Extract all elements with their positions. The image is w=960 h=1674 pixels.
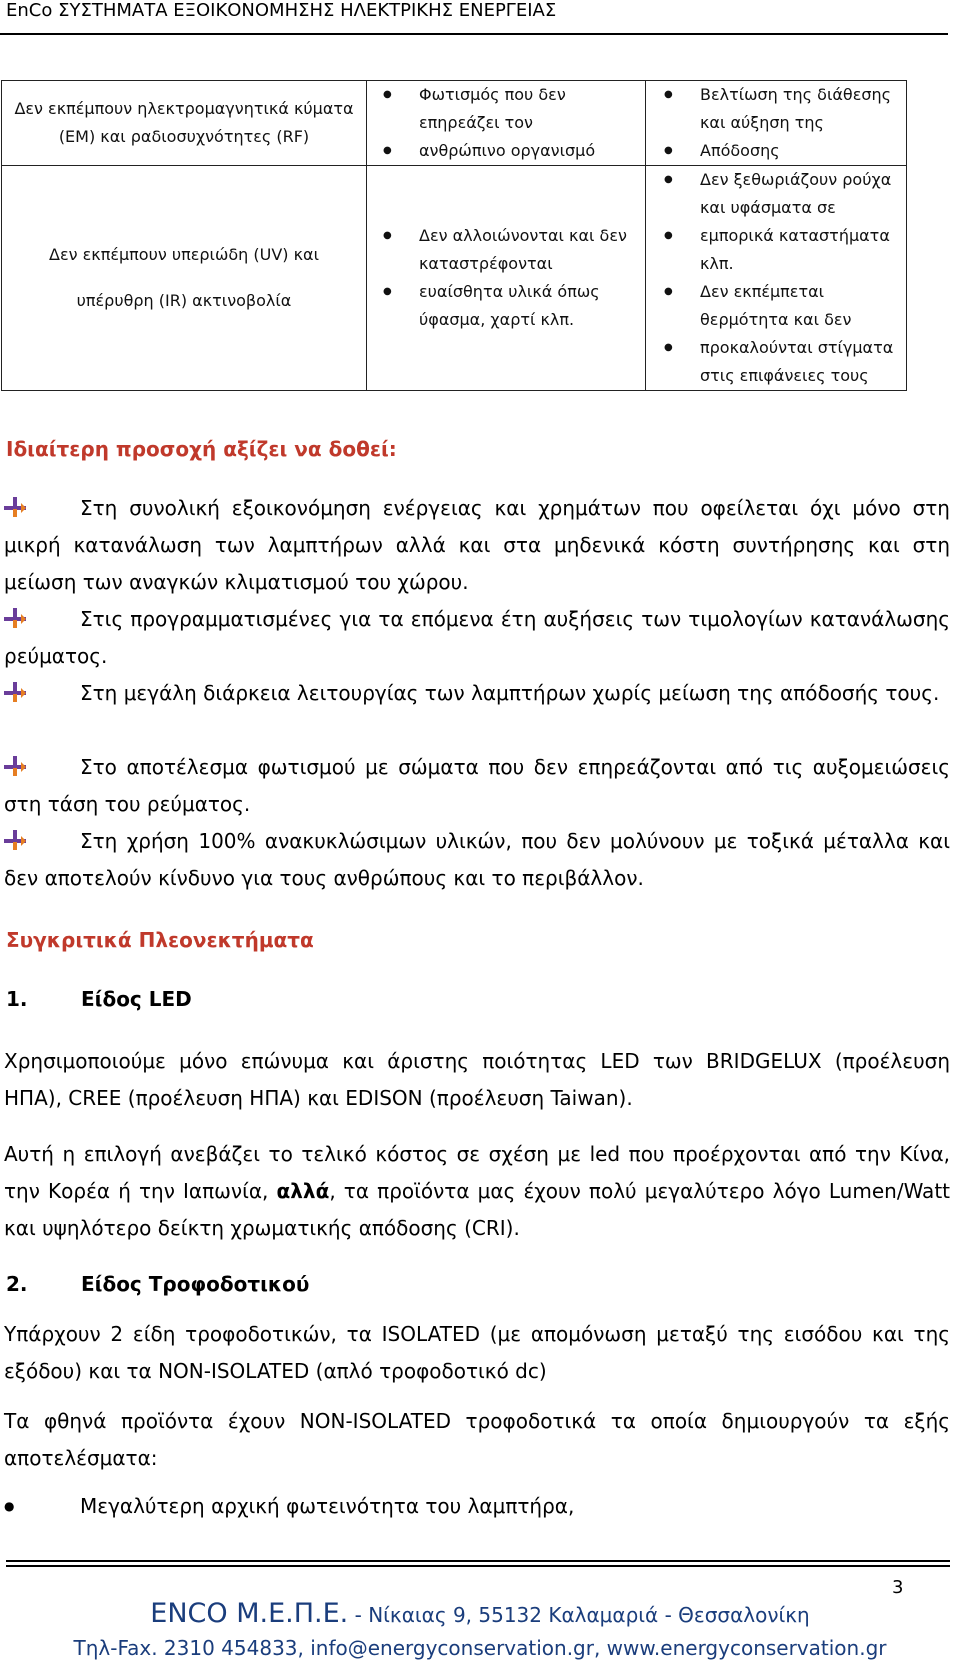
section-number: 1.	[6, 987, 28, 1011]
arrow-bullet-icon	[4, 608, 26, 628]
section-1-heading	[6, 987, 192, 1011]
bullet-text: Μεγαλύτερη αρχική φωτεινότητα του λαμπτήρα,	[80, 1494, 575, 1518]
bullet-icon: ●	[4, 1499, 15, 1513]
footer-company	[0, 1598, 960, 1629]
list-item: ● προκαλούνται στίγματα στις επιφάνειες τους	[650, 334, 902, 390]
arrow-bullet-icon	[4, 682, 26, 702]
led-paragraph-2	[4, 1136, 950, 1247]
list-item: ● Δεν ξεθωριάζουν ρούχα και υφάσματα σε	[650, 166, 902, 222]
arrow-bullet-icon	[4, 830, 26, 850]
table-cell	[367, 81, 646, 166]
company-brand: ENCO Μ.Ε.Π.Ε.	[150, 1598, 349, 1629]
table-cell	[646, 81, 907, 166]
table-cell	[2, 166, 367, 391]
attention-item	[4, 601, 950, 675]
cell-line: Δεν εκπέμπουν υπεριώδη (UV) και	[49, 245, 319, 264]
arrow-bullet-icon	[4, 756, 26, 776]
attention-item	[4, 490, 950, 601]
section-2-heading	[6, 1272, 309, 1296]
psu-paragraph-2: Τα φθηνά προϊόντα έχουν NON-ISOLATED τροφοδοτικά τα οποία δημιουργούν τα εξής αποτελέσματα:	[4, 1409, 950, 1470]
table-row	[2, 166, 907, 391]
footer-divider	[6, 1565, 950, 1567]
attention-heading: Ιδιαίτερη προσοχή αξίζει να δοθεί:	[6, 437, 397, 461]
attention-text: Στη μεγάλη διάρκεια λειτουργίας των λαμπτήρων χωρίς μείωση της απόδοσής τους.	[80, 681, 940, 705]
attention-item	[4, 823, 950, 897]
section-number: 2.	[6, 1272, 28, 1296]
footer-divider	[6, 1560, 950, 1562]
attention-text: Στο αποτέλεσμα φωτισμού με σώματα που δεν επηρεάζονται από τις αυξομειώσεις στη τάση του ρεύματος.	[4, 755, 950, 816]
list-item: ● ευαίσθητα υλικά όπως ύφασμα, χαρτί κλπ.	[373, 278, 641, 334]
table-cell	[367, 166, 646, 391]
header-divider	[0, 33, 948, 35]
table-cell	[646, 166, 907, 391]
section-title: Είδος Τροφοδοτικού	[81, 1272, 310, 1296]
list-item: ● Απόδοσης	[650, 137, 902, 165]
list-item: ● ανθρώπινο οργανισμό	[373, 137, 641, 165]
attention-text: Στη χρήση 100% ανακυκλώσιμων υλικών, που δεν μολύνουν με τοξικά μέταλλα και δεν αποτελούν κίνδυνο για τους ανθρώπους και το περιβάλλον.	[4, 829, 950, 890]
led-paragraph-1: Χρησιμοποιούμε μόνο επώνυμα και άριστης ποιότητας LED των BRIDGELUX (προέλευση ΗΠΑ), CREE (προέλευση ΗΠΑ) και EDISON (προέλευση Taiwan).	[4, 1049, 950, 1110]
bold-text: αλλά	[276, 1179, 330, 1203]
footer-contact: Τηλ-Fax. 2310 454833, info@energyconservation.gr, www.energyconservation.gr	[73, 1636, 887, 1660]
list-item: ● εμπορικά καταστήματα κλπ.	[650, 222, 902, 278]
list-item: ● Βελτίωση της διάθεσης και αύξηση της	[650, 81, 902, 137]
document-header-title: EnCo ΣΥΣΤΗΜΑΤΑ ΕΞΟΙΚΟΝΟΜΗΣΗΣ ΗΛΕΚΤΡΙΚΗΣ ΕΝΕΡΓΕΙΑΣ	[6, 0, 557, 21]
section-title: Είδος LED	[81, 987, 192, 1011]
text-run: Αυτή η επιλογή ανεβάζει το τελικό κόστος σε σχέση με led που προέρχονται από την Κίνα, την Κορέα ή την Ιαπωνία,	[4, 1142, 950, 1203]
attention-text: Στη συνολική εξοικονόμηση ενέργειας και χρημάτων που οφείλεται όχι μόνο στη μικρή κατανάλωση των λαμπτήρων αλλά και στα μηδενικά κόστη συντήρησης και στη μείωση των αναγκών κλιματισμού του χώρου.	[4, 496, 950, 594]
cell-line: υπέρυθρη (IR) ακτινοβολία	[76, 291, 292, 310]
arrow-bullet-icon	[4, 497, 26, 517]
attention-item	[4, 675, 950, 712]
company-address: - Νίκαιας 9, 55132 Καλαμαριά - Θεσσαλονίκη	[348, 1603, 810, 1627]
advantages-heading: Συγκριτικά Πλεονεκτήματα	[6, 928, 314, 952]
list-item: ● Δεν αλλοιώνονται και δεν καταστρέφονται	[373, 222, 641, 278]
comparison-table	[1, 80, 907, 391]
text-run: , τα προϊόντα μας έχουν πολύ μεγαλύτερο λόγο Lumen/Watt και υψηλότερο δείκτη χρωματικής απόδοσης (CRI).	[4, 1179, 950, 1240]
attention-text: Στις προγραμματισμένες για τα επόμενα έτη αυξήσεις των τιμολογίων κατανάλωσης ρεύματος.	[4, 607, 950, 668]
cell-line: Δεν εκπέμπουν ηλεκτρομαγνητικά κύματα	[14, 99, 354, 118]
psu-paragraph-1: Υπάρχουν 2 είδη τροφοδοτικών, τα ISOLATED (με απομόνωση μεταξύ της εισόδου και της εξόδου) και τα NON-ISOLATED (απλό τροφοδοτικό dc)	[4, 1322, 950, 1383]
list-item: ● Φωτισμός που δεν επηρεάζει τον	[373, 81, 641, 137]
list-item: ● Δεν εκπέμπεται θερμότητα και δεν	[650, 278, 902, 334]
attention-item	[4, 749, 950, 823]
list-item	[4, 1488, 950, 1525]
table-cell	[2, 81, 367, 166]
cell-line: (EM) και ραδιοσυχνότητες (RF)	[58, 127, 310, 146]
table-row	[2, 81, 907, 166]
page-number: 3	[892, 1577, 904, 1598]
